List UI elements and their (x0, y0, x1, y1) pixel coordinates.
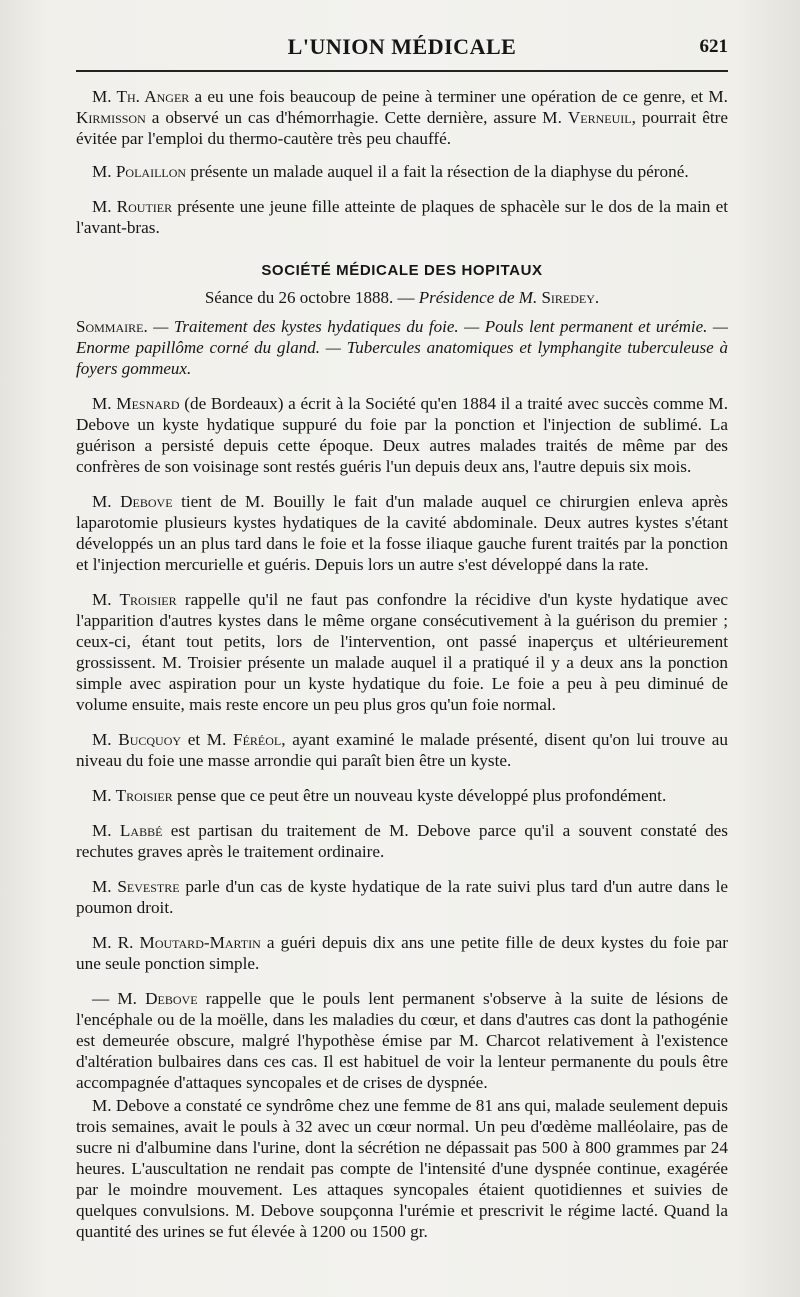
paragraph-debove-pouls (76, 988, 728, 1093)
seance-line (76, 287, 728, 308)
paragraph-routier (76, 196, 728, 238)
paragraph-text: pense que ce peut être un nouveau kyste développé plus profondément. (172, 786, 667, 805)
paragraph-labbe (76, 820, 728, 862)
paragraph-text: présente une jeune fille atteinte de plaques de sphacèle sur le dos de la main et l'avant-bras. (76, 197, 728, 237)
paragraph-text: tient de M. Bouilly le fait d'un malade auquel ce chirurgien enleva après laparotomie plusieurs kystes hydatiques de la cavité abdominale. Deux autres kystes s'étant développés un an plus tard dans le foie et la fosse iliaque gauche furent traités par la ponction et l'injection mercurielle et guéris. Depuis lors un autre s'est développé dans la rate. (76, 492, 728, 574)
society-heading: SOCIÉTÉ MÉDICALE DES HOPITAUX (261, 262, 543, 279)
paragraph-sevestre (76, 876, 728, 918)
paragraph-text: (de Bordeaux) a écrit à la Société qu'en 1884 il a traité avec succès comme M. Debove un kyste hydatique suppuré du foie par la ponction et l'injection de sublimé. La guérison a persisté depuis cette époque. Deux autres malades traités de même par des confrères de son voisinage sont restés guéris l'un depuis deux ans, l'autre depuis six mois. (76, 394, 728, 476)
speaker-name: M. Debove (92, 492, 173, 511)
paragraph-moutard-martin (76, 932, 728, 974)
seance-date: Séance du 26 octobre 1888. — (204, 288, 419, 307)
header-rule (76, 70, 728, 72)
paragraph-bucquoy (76, 729, 728, 771)
speaker-name: Kirmisson (76, 108, 146, 127)
journal-title: L'UNION MÉDICALE (287, 34, 517, 59)
speaker-name: Verneuil (567, 108, 632, 127)
paragraph-anger (76, 86, 728, 149)
summary (76, 316, 728, 379)
paragraph-text: est partisan du traitement de M. Debove parce qu'il a souvent constaté des rechutes graves après le traitement ordinaire. (76, 821, 728, 861)
article-body (76, 86, 728, 1242)
paragraph-text: a guéri depuis dix ans une petite fille de deux kystes du foie par une seule ponction simple. (76, 933, 728, 973)
speaker-name: — M. Debove (92, 989, 198, 1008)
paragraph-troisier-2 (76, 785, 728, 806)
paragraph-troisier (76, 589, 728, 715)
speaker-name: M. Troisier (92, 786, 173, 805)
paragraph-text: , pourrait être évitée par l'emploi du thermo-cautère très peu chauffé. (76, 108, 728, 148)
speaker-name: M. Routier (92, 197, 173, 216)
paragraph-text: rappelle que le pouls lent permanent s'observe à la suite de lésions de l'encéphale ou de la moëlle, dans les maladies du cœur, et dans d'autres cas dont la pathogénie est demeurée obscure, malgré l'hypothèse émise par M. Charcot relativement à l'existence d'altération bulbaires dans ces cas. Il est habituel de voir la lenteur permanente du pouls être accompagnée d'attaques syncopales et de crises de dyspnée. (76, 989, 728, 1092)
paragraph-text: rappelle qu'il ne faut pas confondre la récidive d'un kyste hydatique avec l'apparition d'autres kystes dans le même organe consécutivement à la guérison du premier ; ceux-ci, étant tout petits, lors de l'intervention, ont passé inaperçus et ultérieurement grossissent. M. Troisier présente un malade auquel il a pratiqué il y a deux ans la ponction simple avec aspiration pour un kyste hydatique du foie. Le foie a peu à peu diminué de volume ensuite, mais reste encore un peu plus gros qu'un foie normal. (76, 590, 728, 714)
speaker-name: M. Sevestre (92, 877, 180, 896)
paragraph-text: parle d'un cas de kyste hydatique de la rate suivi plus tard d'un autre dans le poumon droit. (76, 877, 728, 917)
running-head (76, 28, 728, 70)
speaker-name: Féréol (233, 730, 282, 749)
speaker-name: M. Polaillon (92, 162, 187, 181)
speaker-name: M. Troisier (92, 590, 177, 609)
paragraph-mesnard (76, 393, 728, 477)
paragraph-debove-cas (76, 1095, 728, 1242)
paragraph-polaillon (76, 161, 728, 182)
page-number: 621 (699, 36, 728, 57)
paragraph-text: M. Debove a constaté ce syndrôme chez une femme de 81 ans qui, malade seulement depuis trois semaines, avait le pouls à 32 avec un cœur normal. Un peu d'œdème malléolaire, pas de sucre ni d'albumine dans l'urine, dont la sécrétion ne dépassait pas 500 à 800 grammes par 24 heures. L'auscultation ne rendait pas compte de l'intensité d'une dyspnée continue, exagérée par le moindre mouvement. Les attaques syncopales étaient quotidiennes et suivies de quelques convulsions. M. Debove soupçonna l'urémie et prescrivit le régime lacté. Quand la quantité des urines se fut élevée à 1200 ou 1500 gr. (76, 1096, 728, 1241)
speaker-name: M. R. Moutard-Martin (92, 933, 261, 952)
paragraph-text: présente un malade auquel il a fait la résection de la diaphyse du péroné. (186, 162, 689, 181)
summary-label: Sommaire. (76, 317, 148, 336)
paragraph-debove (76, 491, 728, 575)
speaker-name: M. Th. Anger (92, 87, 190, 106)
summary-items: — Traitement des kystes hydatiques du foie. — Pouls lent permanent et urémie. — Enorme papillôme corné du gland. — Tubercules anatomiques et lymphangite tuberculeuse à foyers gommeux. (76, 317, 728, 378)
paragraph-text: a eu une fois beaucoup de peine à terminer une opération de ce genre, et M. (189, 87, 728, 106)
paragraph-text: et M. (181, 730, 234, 749)
speaker-name: M. Labbé (92, 821, 163, 840)
presidence-label: Présidence de M. (418, 288, 542, 307)
paragraph-text: , ayant examiné le malade présenté, disent qu'on lui trouve au niveau du foie une masse arrondie qui paraît bien être un kyste. (76, 730, 728, 770)
paragraph-text: a observé un cas d'hémorrhagie. Cette dernière, assure M. (145, 108, 568, 127)
speaker-name: M. Mesnard (92, 394, 180, 413)
speaker-name: M. Bucquoy (92, 730, 182, 749)
seance-suffix: . (594, 288, 600, 307)
president-name: Siredey (541, 288, 595, 307)
